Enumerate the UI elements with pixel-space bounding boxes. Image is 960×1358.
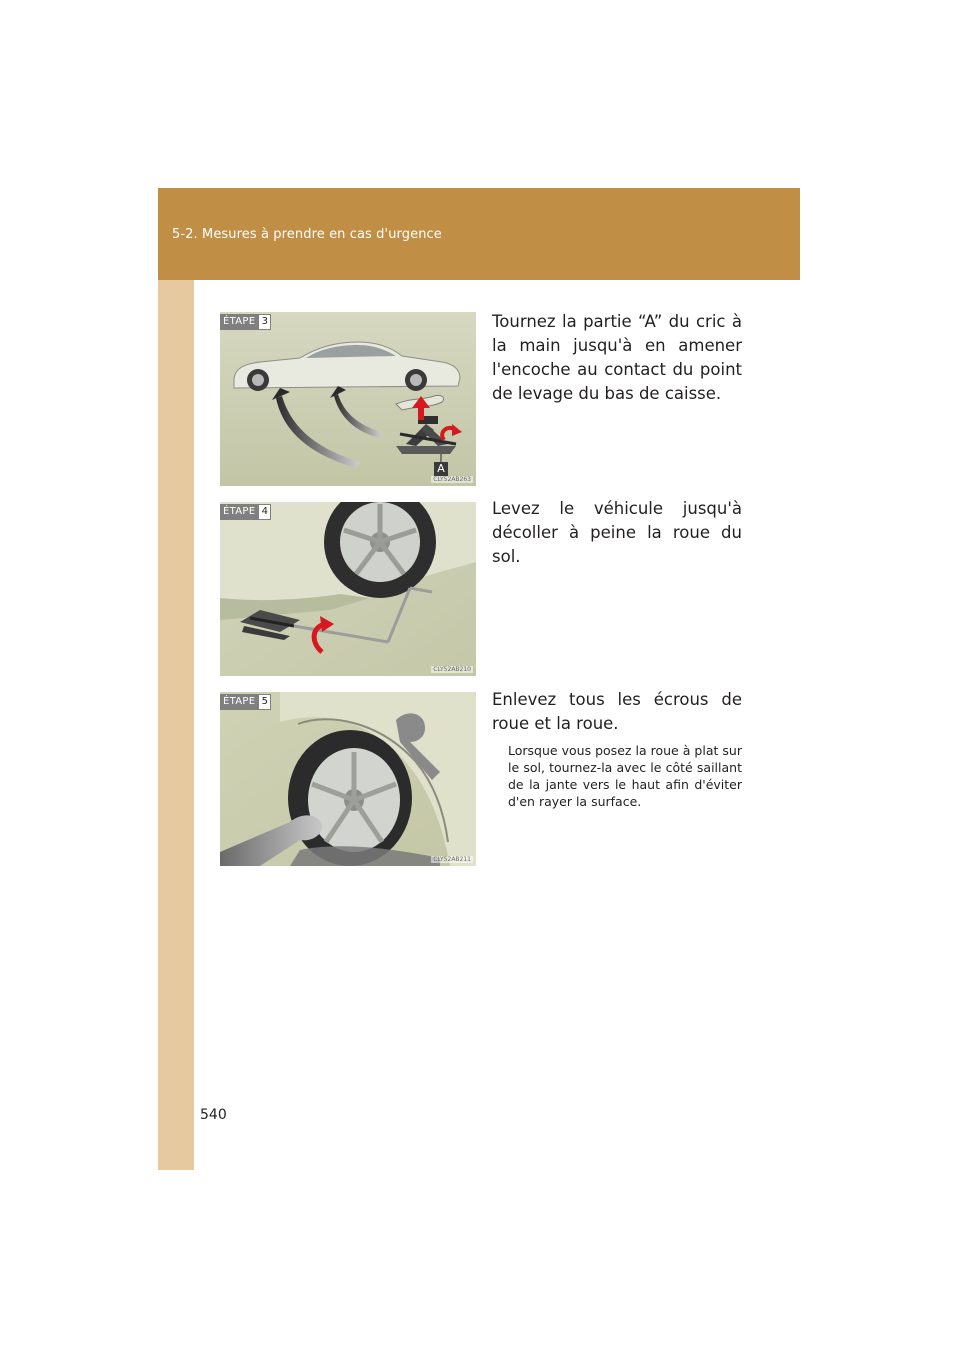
step-4-illustration: [220, 502, 476, 676]
step-3-instruction: Tournez la partie “A” du cric à la main jusqu'à en amener l'encoche au contact du point de levage du bas de caisse.: [492, 312, 742, 403]
step-5-instruction: Enlevez tous les écrous de roue et la roue.: [492, 690, 742, 733]
side-band: [158, 188, 194, 1170]
step-badge: [220, 694, 271, 710]
callout-label-a: A: [434, 462, 448, 476]
step-badge-number: 5: [258, 694, 271, 710]
wheel-removal-drawing: [220, 692, 476, 866]
step-badge-number: 4: [258, 504, 271, 520]
image-code: CLY52AB210: [433, 666, 471, 673]
step-badge-label: ÉTAPE: [220, 504, 258, 520]
step-badge: [220, 314, 271, 330]
section-title: 5-2. Mesures à prendre en cas d'urgence: [172, 227, 442, 242]
step-badge-label: ÉTAPE: [220, 314, 258, 330]
page-number: 540: [200, 1107, 227, 1123]
jack-lifting-drawing: [220, 502, 476, 676]
step-4-instruction: Levez le véhicule jusqu'à décoller à peine la roue du sol.: [492, 499, 742, 566]
step-badge-number: 3: [258, 314, 271, 330]
step-badge: [220, 504, 271, 520]
image-code: CLY52AB211: [433, 856, 471, 863]
car-jack-position-drawing: [220, 312, 476, 486]
image-code: CLY52AB263: [433, 476, 471, 483]
step-5-illustration: [220, 692, 476, 866]
step-3-illustration: [220, 312, 476, 486]
step-5-note: Lorsque vous posez la roue à plat sur le sol, tournez-la avec le côté saillant de la jante vers le haut afin d'éviter d'en rayer la surface.: [508, 743, 742, 809]
step-badge-label: ÉTAPE: [220, 694, 258, 710]
